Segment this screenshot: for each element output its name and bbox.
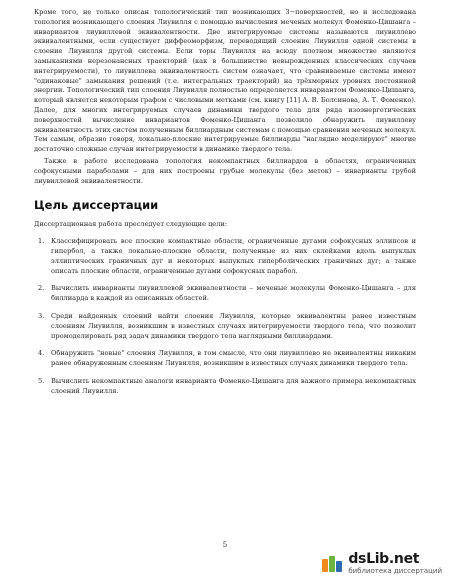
- dslib-logo-icon: [321, 553, 343, 575]
- page-number: 5: [222, 541, 228, 549]
- goal-number: 1.: [38, 237, 45, 246]
- goal-item: [34, 377, 416, 397]
- goals-list: [34, 237, 416, 396]
- goal-number: 3.: [38, 311, 45, 320]
- second-paragraph: Также в работе исследована топология некомпактных биллиардов в областях, ограниченных софокусными параболами – для них построены грубые молекулы (без меток) – инварианты грубой лиувиллевой эквивалентности.: [34, 156, 416, 185]
- dslib-logo[interactable]: [321, 552, 442, 575]
- goal-number: 5.: [38, 376, 45, 385]
- goal-item: [34, 284, 416, 304]
- goal-item: [34, 349, 416, 369]
- logo-brand: dsLib.net: [348, 551, 420, 567]
- section-heading: Цель диссертации: [34, 198, 159, 213]
- goal-text: Вычислить инварианты лиувиллевой эквивалентности – меченые молекулы Фоменко-Цишанга – для биллиарда в каждой из описанных областей.: [51, 284, 416, 303]
- goal-item: [34, 312, 416, 341]
- goal-text: Обнаружить "новые" слоения Лиувилля, в том смысле, что они лиувиллево не эквивалентны никаким ранее обнаруженным слоениям Лиувилля, возникшим в известных случаях динамики твердого тела.: [51, 349, 416, 368]
- goal-text: Среди найденных слоений найти слоения Лиувилля, которые эквивалентны ранее известным слоениям Лиувилля, возникшим в известных случаях интегрируемости твердого тела, что позволит промоделировать ряд задач динамики твердого тела наглядными биллиардами.: [51, 311, 416, 340]
- goal-text: Вычислить некомпактные аналоги инварианта Фоменко-Цишанга для важного примера некомпактных слоений Лиувилля.: [51, 376, 416, 395]
- goals-intro: Диссертационная работа преследует следующие цели:: [34, 220, 228, 229]
- intro-paragraph: Кроме того, не только описан топологический тип возникающих 3−поверхностей, но и исследована топология возникающего слоения Лиувилля с помощью вычисления меченых молекул Фоменко-Цишанга – инвариантов лиувиллевой эквивалентности. Две интегрируемые системы называются лиувиллево эквивалентными, если существует диффеоморфизм, переводящий слоение Лиувилля одной системы в слоение Лиувилля другой системы. Если торы Лиувилля на всюду плотном множестве являются замыканиями нерезонансных траекторий (как в большинстве невырожденных классических случаев интегрируемости), то лиувиллева эквивалентность систем означает, что сравниваемые системы имеют "одинаковые" замыкания решений (т.е. интегральных траекторий) на трёхмерных уровнях постоянной энергии. Топологический тип слоения Лиувилля полностью определяется инвариантом Фоменко-Цишанга, который является некоторым графом с числовыми метками (см. книгу [11] А. В. Болсинова, А. Т. Фоменко). Далее, для многих интегрируемых случаев динамики твердого тела для ряда изоэнергетических поверхностей вычисление инвариантов Фоменко-Цишанга позволило обнаружить лиувиллеву эквивалентность этих систем полученным биллиардным системам с помощью сравнения меченых молекул. Тем самым, образно говоря, локально-плоские интегрируемые биллиарды "наглядно моделируют" многие достаточно сложные случаи интегрируемости в динамике твердого тела.: [34, 8, 416, 154]
- goal-text: Классифицировать все плоские компактные области, ограниченные дугами софокусных эллипсов и гипербол, а также локально-плоские области, полученные из них склейками вдоль выпуклых эллиптических граничных дуг и некоторых выпуклых гиперболических граничных дуг; а также описать плоские области, ограниченные дугами софокусных парабол.: [51, 237, 416, 275]
- goal-item: [34, 237, 416, 276]
- goal-number: 2.: [38, 284, 45, 293]
- document-page: [34, 8, 416, 405]
- logo-subtitle: библиотека диссертаций: [348, 567, 442, 575]
- goal-number: 4.: [38, 349, 45, 358]
